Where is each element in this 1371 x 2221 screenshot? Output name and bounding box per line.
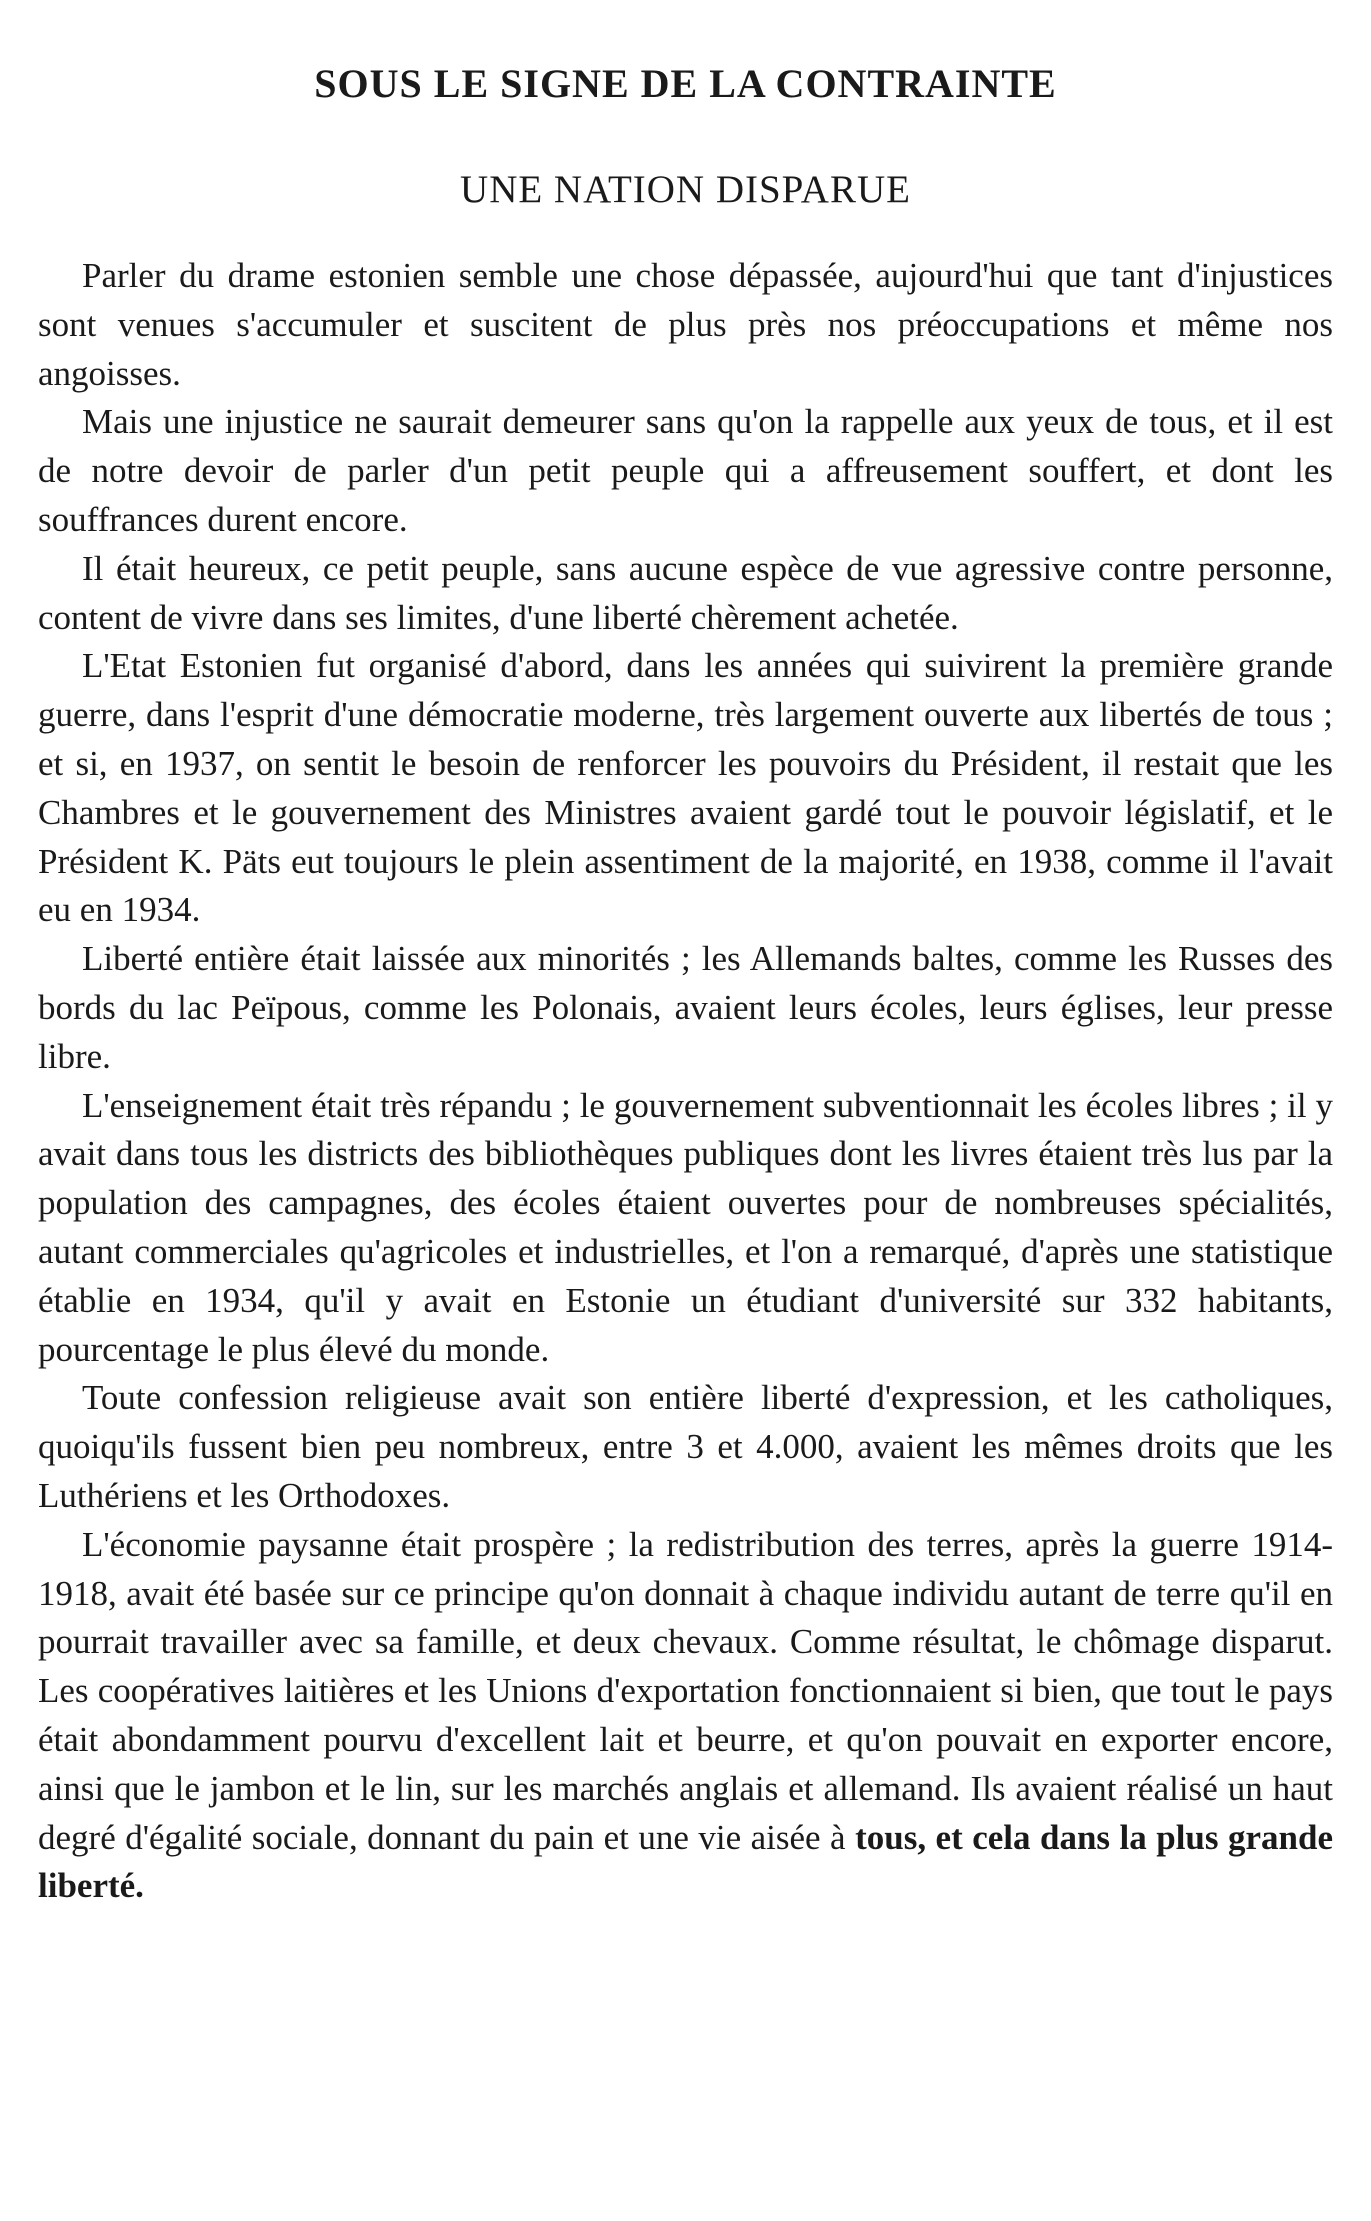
closing-bold-text: tous, et cela dans la plus grande liberté. [38, 1817, 1333, 1906]
paragraph-3: Il était heureux, ce petit peuple, sans aucune espèce de vue agressive contre personne, content de vivre dans ses limites, d'une liberté chèrement achetée. [38, 548, 1333, 637]
paragraph-7: Toute confession religieuse avait son entière liberté d'expression, et les catholiques, quoiqu'ils fussent bien peu nombreux, entre 3 et 4.000, avaient les mêmes droits que les Luthériens et les Orthodoxes. [38, 1378, 1333, 1515]
document-page [38, 52, 1333, 1911]
paragraph-6: L'enseignement était très répandu ; le gouvernement subventionnait les écoles libres ; il y avait dans tous les districts des bibliothèques publiques dont les livres étaient très lus par la population des campagnes, des écoles étaient ouvertes pour de nombreuses spécialités, autant commerciales qu'agricoles et industrielles, et l'on a remarqué, d'après une statistique établie en 1934, qu'il y avait en Estonie un étudiant d'université sur 332 habitants, pourcentage le plus élevé du monde. [38, 1085, 1333, 1369]
paragraph-1: Parler du drame estonien semble une chose dépassée, aujourd'hui que tant d'injustices sont venues s'accumuler et suscitent de plus près nos préoccupations et même nos angoisses. [38, 256, 1333, 393]
paragraph-8-text: L'économie paysanne était prospère ; la redistribution des terres, après la guerre 1914-1918, avait été basée sur ce principe qu'on donnait à chaque individu autant de terre qu'il en pourrait travailler avec sa famille, et deux chevaux. Comme résultat, le chômage disparut. Les coopératives laitières et les Unions d'exportation fonctionnaient si bien, que tout le pays était abondamment pourvu d'excellent lait et beurre, et qu'on pouvait en exporter encore, ainsi que le jambon et le lin, sur les marchés anglais et allemand. Ils avaient réalisé un haut degré d'égalité sociale, donnant du pain et une vie aisée à [38, 1524, 1333, 1857]
paragraph-8 [38, 1521, 1333, 1911]
paragraph-4: L'Etat Estonien fut organisé d'abord, dans les années qui suivirent la première grande guerre, dans l'esprit d'une démocratie moderne, très largement ouverte aux libertés de tous ; et si, en 1937, on sentit le besoin de renforcer les pouvoirs du Président, il restait que les Chambres et le gouvernement des Ministres avaient gardé tout le pouvoir législatif, et le Président K. Päts eut toujours le plein assentiment de la majorité, en 1938, comme il l'avait eu en 1934. [38, 646, 1333, 930]
paragraph-5: Liberté entière était laissée aux minorités ; les Allemands baltes, comme les Russes des bords du lac Peïpous, comme les Polonais, avaient leurs écoles, leurs églises, leur presse libre. [38, 939, 1333, 1076]
paragraph-2: Mais une injustice ne saurait demeurer sans qu'on la rappelle aux yeux de tous, et il est de notre devoir de parler d'un petit peuple qui a affreusement souffert, et dont les souffrances durent encore. [38, 402, 1333, 539]
document-title: SOUS LE SIGNE DE LA CONTRAINTE [314, 61, 1057, 106]
document-subtitle: UNE NATION DISPARUE [460, 168, 911, 211]
